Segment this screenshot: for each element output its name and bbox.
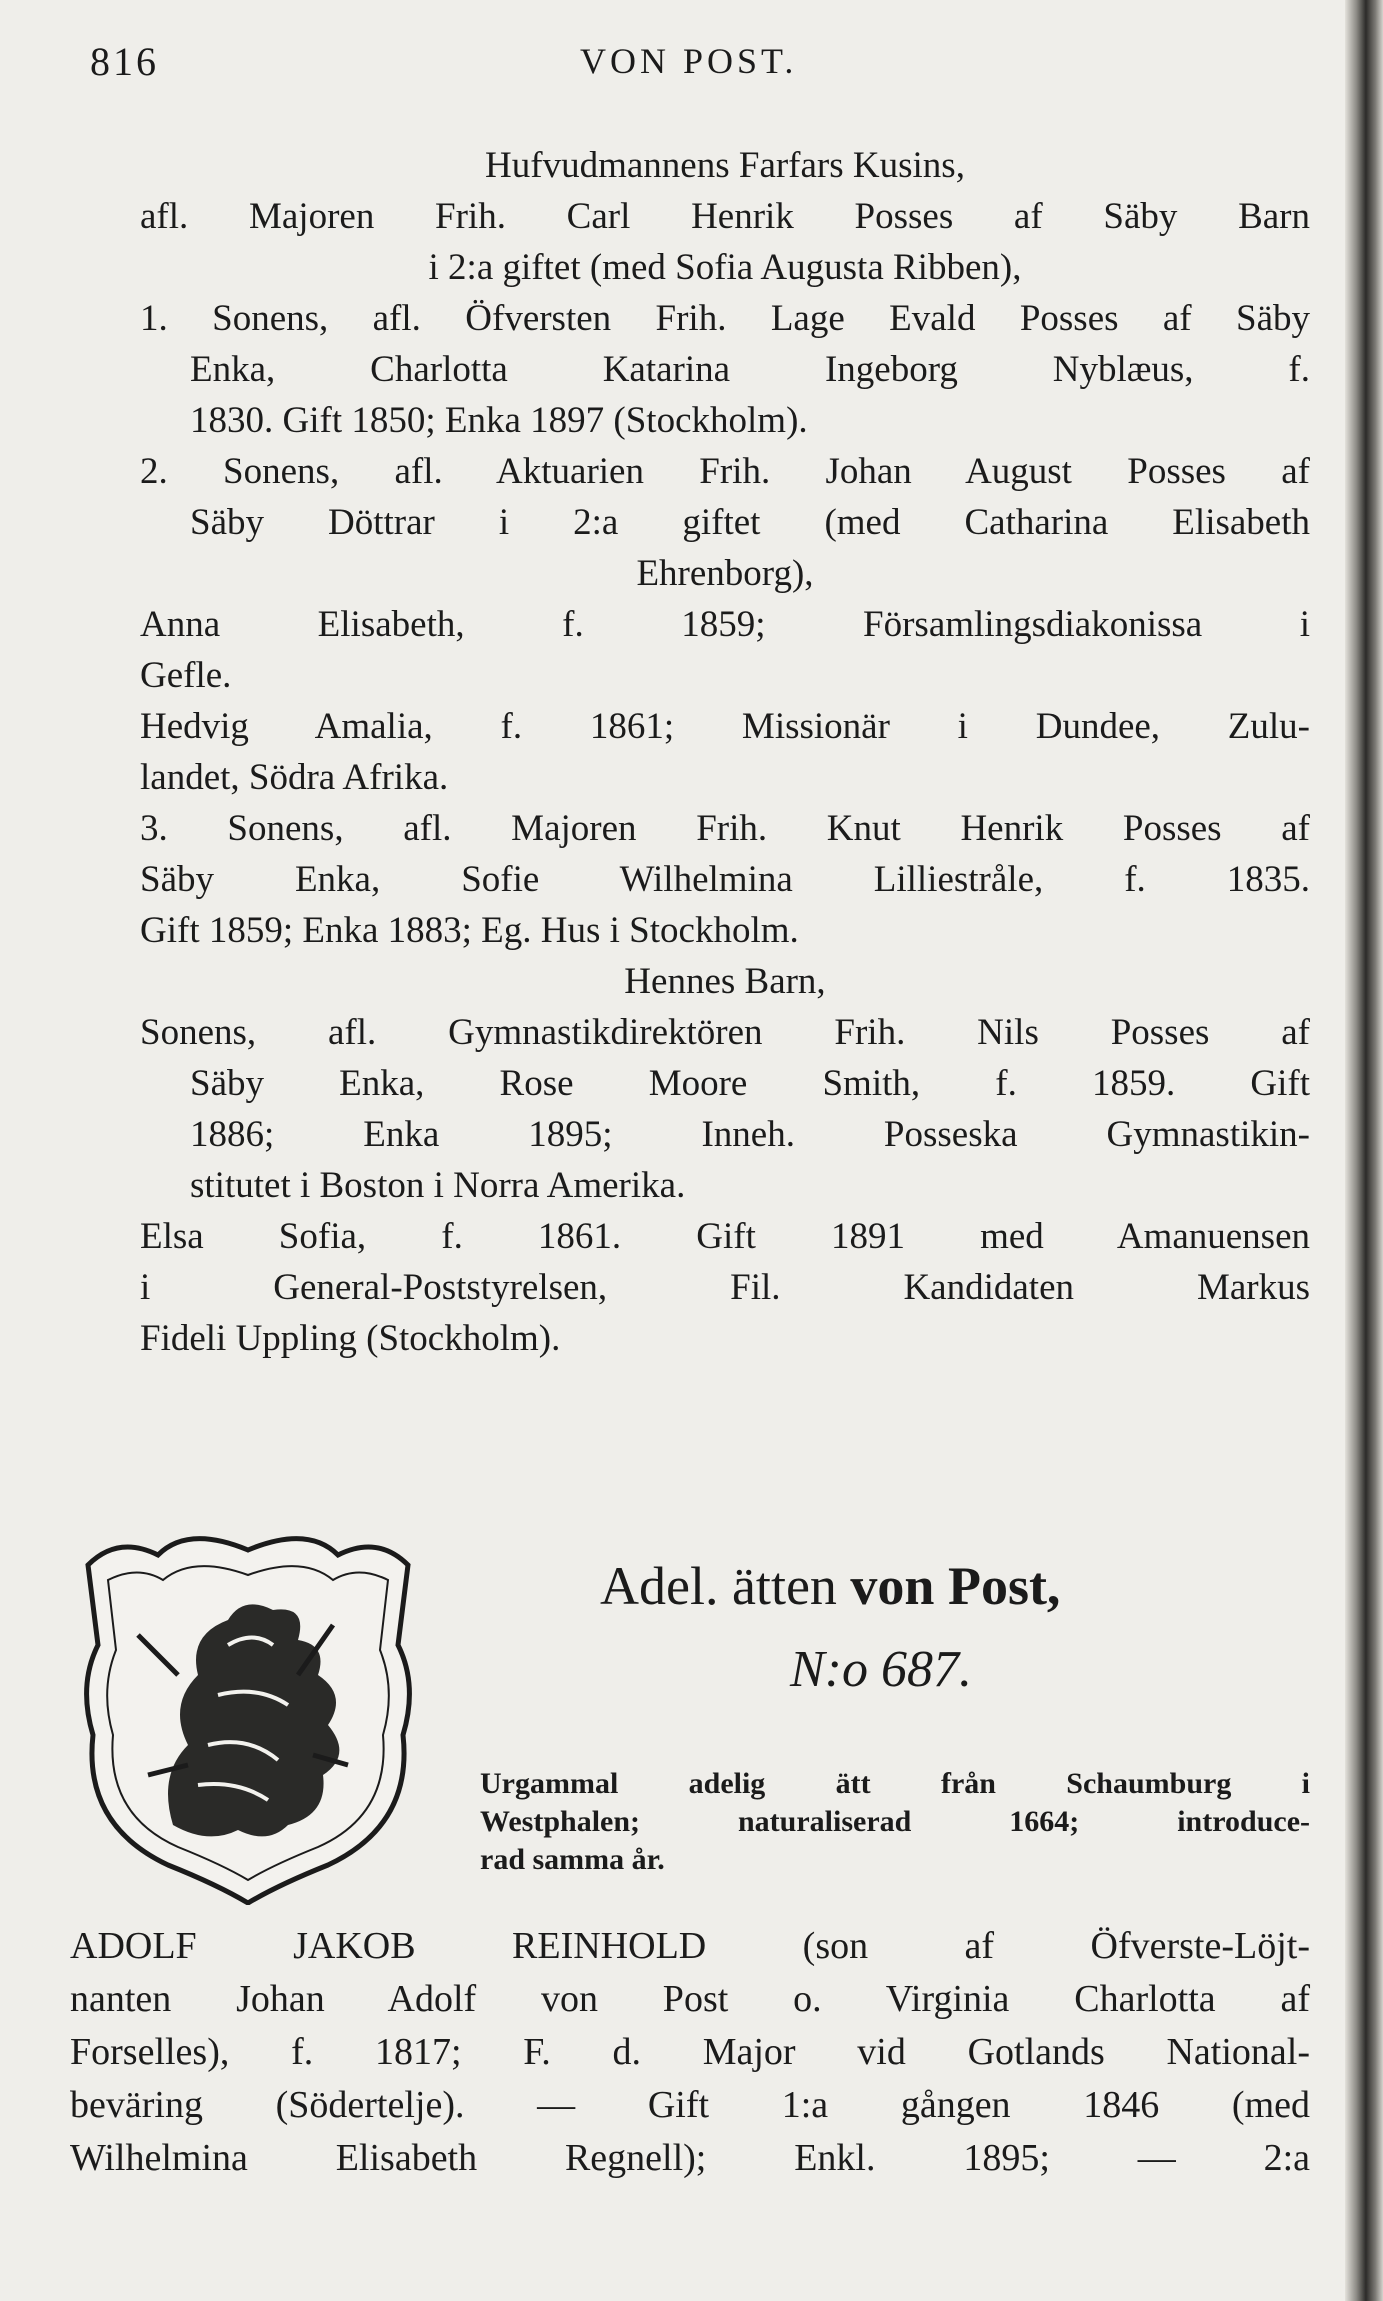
- family-name: von Post,: [850, 1556, 1061, 1616]
- text-line: ADOLF JAKOB REINHOLD (son af Öfverste-Löjt-: [70, 1925, 1310, 1967]
- text-line: Gefle.: [140, 655, 232, 696]
- text-line: Urgammal adelig ätt från Schaumburg i: [480, 1767, 1310, 1800]
- family-title: Adel. ätten von Post,: [600, 1556, 1061, 1616]
- daughter-entry: Anna Elisabeth, f. 1859; Församlingsdiakonissa i: [140, 604, 1310, 645]
- running-title: VON POST.: [580, 41, 798, 81]
- text-line: landet, Södra Afrika.: [140, 757, 449, 798]
- kinship-section: [140, 140, 1310, 1364]
- text-line: nanten Johan Adolf von Post o. Virginia Charlotta af: [70, 1978, 1310, 2020]
- text-line: Wilhelmina Elisabeth Regnell); Enkl. 1895; — 2:a: [70, 2137, 1310, 2179]
- text-line: Säby Enka, Rose Moore Smith, f. 1859. Gift: [190, 1063, 1310, 1104]
- son-entry: Sonens, afl. Gymnastikdirektören Frih. Nils Posses af: [140, 1012, 1310, 1053]
- list-item-2: 2. Sonens, afl. Aktuarien Frih. Johan August Posses af: [140, 451, 1310, 492]
- subheading: Hennes Barn,: [624, 961, 826, 1002]
- daughter-entry: Hedvig Amalia, f. 1861; Missionär i Dundee, Zulu-: [140, 706, 1310, 747]
- text-line: i General-Poststyrelsen, Fil. Kandidaten Markus: [140, 1267, 1310, 1308]
- text-line: Westphalen; naturaliserad 1664; introduce-: [480, 1805, 1310, 1838]
- text-line: stitutet i Boston i Norra Amerika.: [190, 1165, 686, 1206]
- text-line: beväring (Södertelje). — Gift 1:a gången 1846 (med: [70, 2084, 1310, 2126]
- text-line: Gift 1859; Enka 1883; Eg. Hus i Stockholm.: [140, 910, 799, 951]
- text-line: Forselles), f. 1817; F. d. Major vid Gotlands National-: [70, 2031, 1310, 2073]
- section-heading: Hufvudmannens Farfars Kusins,: [485, 145, 965, 186]
- text-line: Säby Döttrar i 2:a giftet (med Catharina Elisabeth: [190, 502, 1310, 543]
- text-line: Säby Enka, Sofie Wilhelmina Lilliestråle, f. 1835.: [140, 859, 1310, 900]
- family-number: N:o 687.: [790, 1641, 972, 1698]
- daughter-entry: Elsa Sofia, f. 1861. Gift 1891 med Amanuensen: [140, 1216, 1310, 1257]
- book-spine-shadow: [1345, 0, 1383, 2301]
- text-line: afl. Majoren Frih. Carl Henrik Posses af Säby Barn: [140, 196, 1310, 237]
- heraldic-lion-shield-icon: [78, 1525, 418, 1905]
- page-number: 816: [90, 39, 159, 84]
- text-line: rad samma år.: [480, 1843, 665, 1876]
- text-line: 1830. Gift 1850; Enka 1897 (Stockholm).: [190, 400, 808, 441]
- text-line: i 2:a giftet (med Sofia Augusta Ribben),: [428, 247, 1022, 288]
- text-line: 1886; Enka 1895; Inneh. Posseska Gymnastikin-: [190, 1114, 1310, 1155]
- family-description: [480, 1765, 1310, 1879]
- text-line: Fideli Uppling (Stockholm).: [140, 1318, 561, 1359]
- list-item-3: 3. Sonens, afl. Majoren Frih. Knut Henrik Posses af: [140, 808, 1310, 849]
- list-item-1: 1. Sonens, afl. Öfversten Frih. Lage Evald Posses af Säby: [140, 298, 1310, 339]
- person-entry: [70, 1920, 1310, 2185]
- running-header: [90, 38, 1303, 88]
- text-line: Enka, Charlotta Katarina Ingeborg Nyblæus, f.: [190, 349, 1310, 390]
- text-line: Ehrenborg),: [636, 553, 814, 594]
